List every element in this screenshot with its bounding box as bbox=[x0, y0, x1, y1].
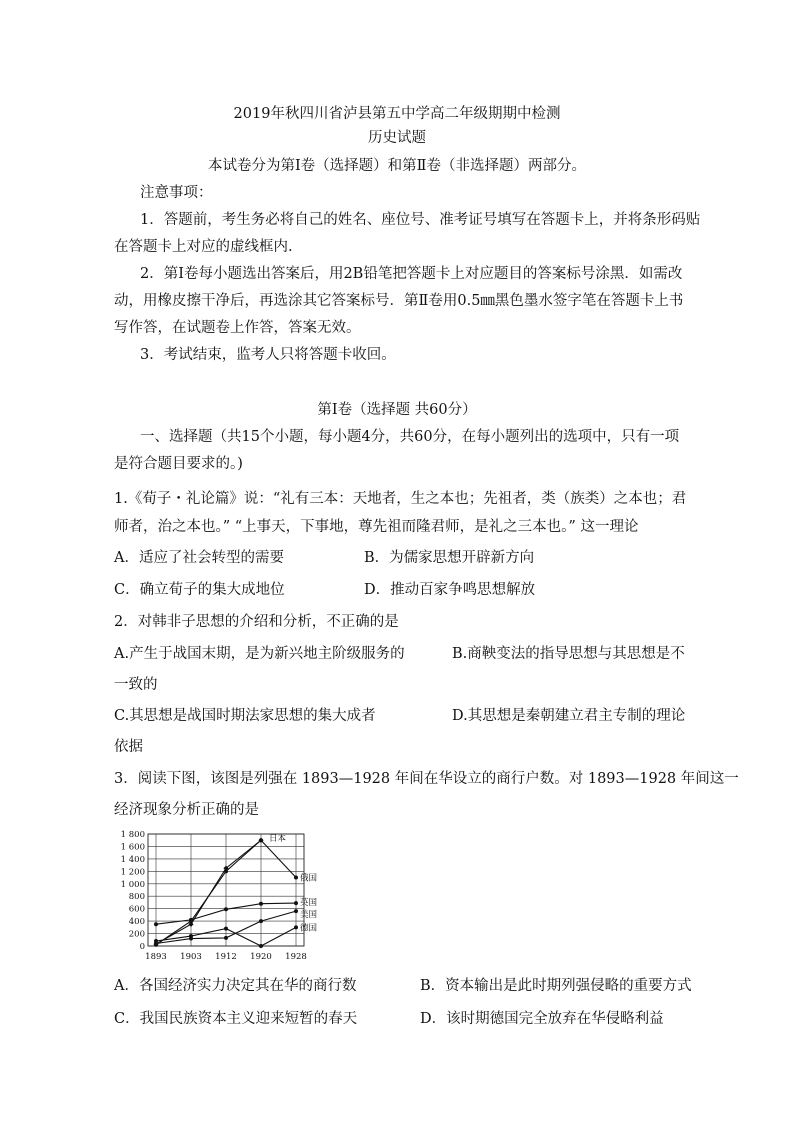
y-tick-label: 1 400 bbox=[120, 854, 145, 865]
y-tick-label: 1 800 bbox=[120, 830, 145, 840]
section-instruction: 是符合题目要求的。) bbox=[114, 456, 243, 472]
y-tick-label: 200 bbox=[128, 929, 145, 940]
note-line: 3．考试结束，监考人只将答题卡收回。 bbox=[140, 347, 396, 363]
q3-option-d: D．该时期德国完全放弃在华侵略利益 bbox=[420, 1011, 664, 1027]
data-point bbox=[224, 869, 228, 873]
q1-option-b: B．为儒家思想开辟新方向 bbox=[364, 550, 535, 566]
q2-option-a: A.产生于战国末期，是为新兴地主阶级服务的 bbox=[114, 646, 405, 662]
x-tick-label: 1903 bbox=[180, 952, 202, 962]
y-tick-label: 0 bbox=[139, 942, 145, 952]
q3-stem: 3．阅读下图，该图是列强在 1893—1928 年间在华设立的商行户数。对 1893—1928 年间这一 bbox=[114, 771, 739, 787]
y-tick-label: 1 000 bbox=[120, 879, 145, 890]
x-tick-label: 1928 bbox=[285, 952, 307, 962]
q2-option-b: B.商鞅变法的指导思想与其思想是不 bbox=[452, 646, 685, 662]
x-tick-label: 1912 bbox=[215, 952, 237, 962]
note-line: 1．答题前，考生务必将自己的姓名、座位号、准考证号填写在答题卡上，并将条形码贴 bbox=[140, 212, 701, 228]
y-tick-label: 400 bbox=[128, 917, 145, 928]
section-instruction: 一、选择题（共15个小题，每小题4分，共60分，在每小题列出的选项中，只有一项 bbox=[140, 429, 680, 445]
q1-stem: 师者，治之本也。” “上事天，下事地，尊先祖而隆君师，是礼之三本也。” 这一理论 bbox=[114, 519, 639, 535]
data-point bbox=[294, 901, 298, 905]
section-title: 第Ⅰ卷（选择题 共60分） bbox=[317, 402, 477, 418]
series-label: 英国 bbox=[300, 898, 318, 909]
series-label: 德国 bbox=[300, 923, 318, 934]
q3-option-c: C．我国民族资本主义迎来短暂的春天 bbox=[114, 1011, 358, 1027]
data-point bbox=[294, 909, 298, 913]
x-tick-label: 1893 bbox=[145, 952, 167, 962]
q2-stem: 2．对韩非子思想的介绍和分析，不正确的是 bbox=[114, 614, 399, 630]
data-point bbox=[259, 944, 263, 948]
q1-option-a: A．适应了社会转型的需要 bbox=[114, 550, 284, 566]
data-point bbox=[154, 922, 158, 926]
series-label: 俄国 bbox=[300, 873, 318, 884]
q1-option-d: D．推动百家争鸣思想解放 bbox=[364, 582, 536, 598]
data-point bbox=[224, 907, 228, 911]
data-point bbox=[224, 936, 228, 940]
data-point bbox=[154, 939, 158, 943]
q1-option-c: C．确立荀子的集大成地位 bbox=[114, 582, 285, 598]
merchant-count-chart bbox=[112, 827, 318, 965]
y-tick-label: 800 bbox=[128, 892, 145, 903]
q3-option-b: B．资本输出是此时期列强侵略的重要方式 bbox=[420, 978, 692, 994]
q2-option-d: D.其思想是秦朝建立君主专制的理论 bbox=[452, 708, 686, 724]
data-point bbox=[189, 918, 193, 922]
q2-option-c: C.其思想是战国时期法家思想的集大成者 bbox=[114, 708, 376, 724]
notes-heading: 注意事项： bbox=[140, 185, 213, 201]
y-tick-label: 1 600 bbox=[120, 842, 145, 853]
q3-option-a: A．各国经济实力决定其在华的商行数 bbox=[114, 978, 357, 994]
data-point bbox=[224, 927, 228, 931]
note-line: 写作答，在试题卷上作答，答案无效。 bbox=[114, 320, 361, 336]
data-point bbox=[294, 925, 298, 929]
y-tick-label: 1 200 bbox=[120, 867, 145, 878]
q3-stem: 经济现象分析正确的是 bbox=[114, 802, 259, 818]
data-point bbox=[294, 876, 298, 880]
data-point bbox=[259, 838, 263, 842]
exam-title: 2019年秋四川省泸县第五中学高二年级期期中检测 bbox=[233, 106, 561, 122]
q2-option-b-cont: 一致的 bbox=[114, 677, 158, 693]
y-tick-label: 600 bbox=[128, 904, 145, 915]
data-point bbox=[259, 919, 263, 923]
series-label: 日本 bbox=[269, 834, 287, 845]
note-line: 在答题卡上对应的虚线框内. bbox=[114, 239, 293, 255]
q2-option-d-cont: 依据 bbox=[114, 739, 143, 755]
q1-stem: 1.《荀子・礼论篇》说：“礼有三本：天地者，生之本也；先祖者，类（族类）之本也；君 bbox=[114, 491, 687, 507]
x-tick-label: 1920 bbox=[250, 952, 272, 962]
intro-text: 本试卷分为第Ⅰ卷（选择题）和第Ⅱ卷（非选择题）两部分。 bbox=[207, 158, 587, 174]
note-line: 2．第Ⅰ卷每小题选出答案后，用2B铅笔把答题卡上对应题目的答案标号涂黑．如需改 bbox=[140, 266, 683, 282]
note-line: 动，用橡皮擦干净后，再选涂其它答案标号．第Ⅱ卷用0.5㎜黑色墨水签字笔在答题卡上书 bbox=[114, 293, 684, 309]
subject-title: 历史试题 bbox=[368, 130, 426, 146]
data-point bbox=[259, 902, 263, 906]
data-point bbox=[189, 934, 193, 938]
series-label: 美国 bbox=[300, 910, 318, 921]
